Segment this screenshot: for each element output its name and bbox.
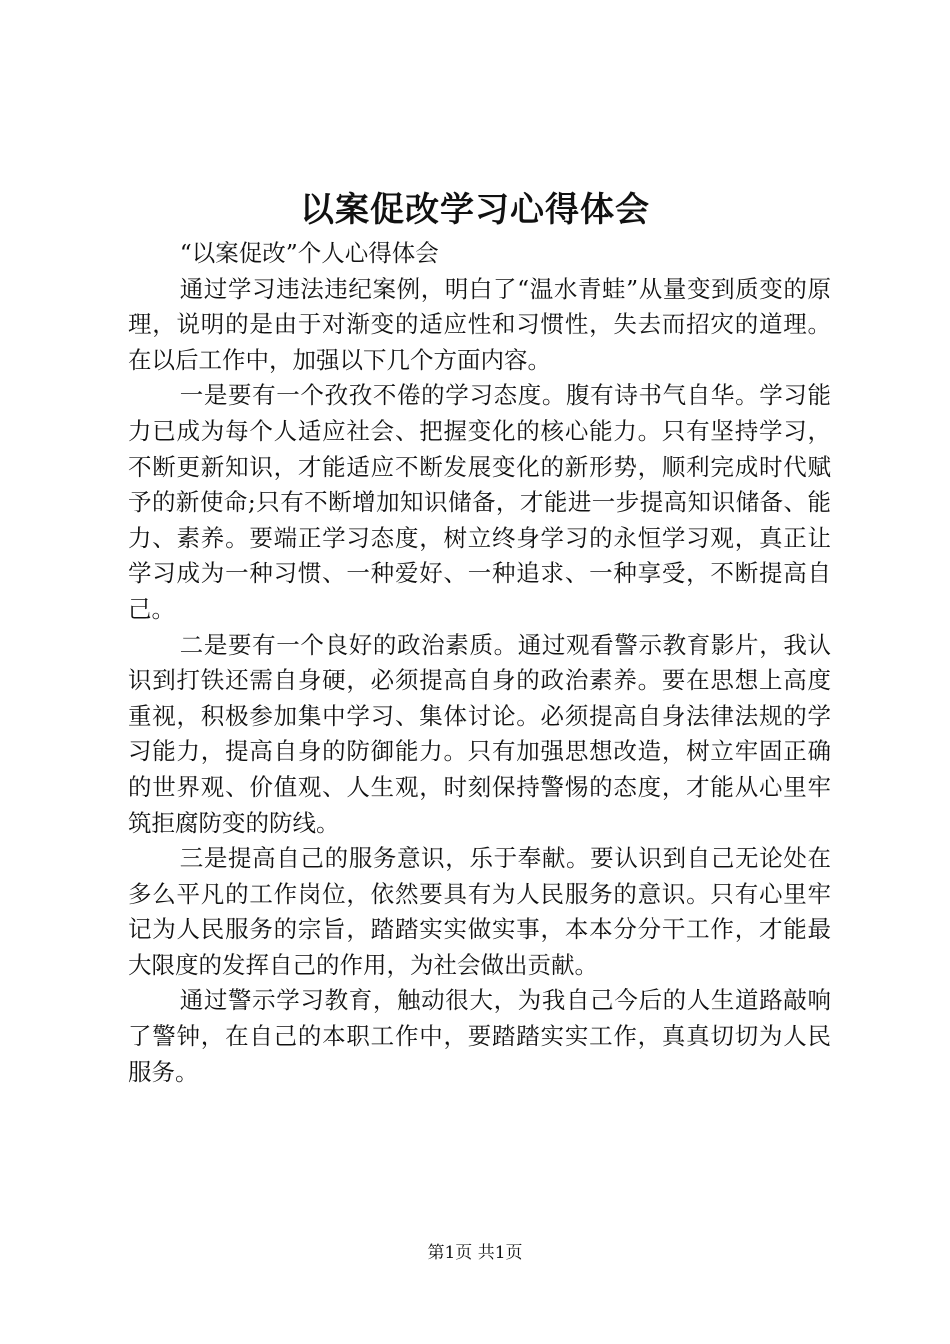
point-three-paragraph: 三是提高自己的服务意识，乐于奉献。要认识到自己无论处在多么平凡的工作岗位，依然要具有为人民服务的意识。只有心里牢记为人民服务的宗旨，踏踏实实做实事，本本分分干工作，才能最大限度的发挥自己的作用，为社会做出贡献。 bbox=[128, 844, 831, 979]
document-body bbox=[128, 236, 831, 1090]
document-title: 以案促改学习心得体会 bbox=[300, 190, 650, 230]
subtitle-paragraph: “以案促改”个人心得体会 bbox=[179, 239, 439, 267]
page-footer: 第1页 共1页 bbox=[427, 1243, 523, 1263]
conclusion-paragraph: 通过警示学习教育，触动很大，为我自己今后的人生道路敲响了警钟，在自己的本职工作中，要踏踏实实工作，真真切切为人民服务。 bbox=[128, 986, 831, 1086]
intro-paragraph: 通过学习违法违纪案例，明白了“温水青蛙”从量变到质变的原理，说明的是由于对渐变的适应性和习惯性，失去而招灾的道理。在以后工作中，加强以下几个方面内容。 bbox=[128, 274, 831, 374]
point-one-paragraph: 一是要有一个孜孜不倦的学习态度。腹有诗书气自华。学习能力已成为每个人适应社会、把握变化的核心能力。只有坚持学习，不断更新知识，才能适应不断发展变化的新形势，顺利完成时代赋予的新使命;只有不断增加知识储备，才能进一步提高知识储备、能力、素养。要端正学习态度，树立终身学习的永恒学习观，真正让学习成为一种习惯、一种爱好、一种追求、一种享受，不断提高自己。 bbox=[128, 381, 831, 623]
point-two-paragraph: 二是要有一个良好的政治素质。通过观看警示教育影片，我认识到打铁还需自身硬，必须提高自身的政治素养。要在思想上高度重视，积极参加集中学习、集体讨论。必须提高自身法律法规的学习能力，提高自身的防御能力。只有加强思想改造，树立牢固正确的世界观、价值观、人生观，时刻保持警惕的态度，才能从心里牢筑拒腐防变的防线。 bbox=[128, 630, 831, 837]
